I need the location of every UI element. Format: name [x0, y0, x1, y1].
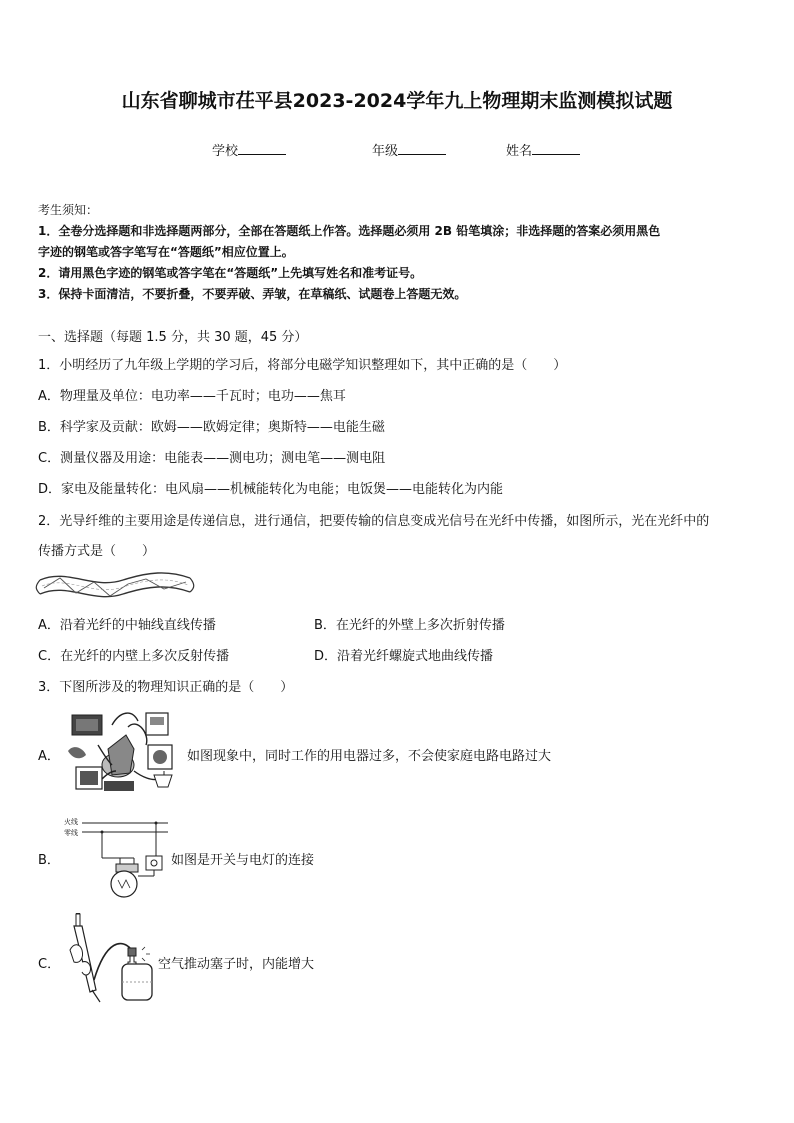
q3-option-a-label: A．	[38, 749, 60, 764]
q3-option-c-text: 空气推动塞子时，内能增大	[158, 957, 315, 972]
q1-option-c: C．测量仪器及用途：电能表——测电功；测电笔——测电阻	[38, 451, 386, 466]
pump-bottle-figure	[66, 910, 162, 1006]
q3-option-b-label: B．	[38, 853, 60, 868]
school-field	[212, 140, 286, 159]
notice-item-2: 2．请用黑色字迹的钢笔或答字笔在“答题纸”上先填写姓名和准考证号。	[38, 266, 423, 280]
name-blank	[532, 141, 580, 155]
school-blank	[238, 141, 286, 155]
page-title: 山东省聊城市茌平县2023-2024学年九上物理期末监测模拟试题	[121, 90, 673, 112]
section-heading: 一、选择题（每题 1.5 分，共 30 题，45 分）	[38, 330, 308, 345]
q3-option-c-label: C．	[38, 957, 61, 972]
q2-option-a: A．沿着光纤的中轴线直线传播	[38, 618, 216, 633]
q2-stem-2: 传播方式是（ ）	[38, 544, 156, 559]
neutral-wire-label: 零线	[64, 829, 78, 837]
name-label: 姓名	[506, 144, 533, 159]
q2-option-b: B．在光纤的外壁上多次折射传播	[314, 618, 505, 633]
q3-option-b-text: 如图是开关与电灯的连接	[171, 853, 315, 868]
grade-field	[372, 140, 446, 159]
notice-item-3: 3．保持卡面清洁，不要折叠，不要弄破、弄皱，在草稿纸、试题卷上答题无效。	[38, 287, 467, 301]
school-label: 学校	[212, 144, 239, 159]
q2-option-d: D．沿着光纤螺旋式地曲线传播	[314, 649, 494, 664]
q1-stem: 1．小明经历了九年级上学期的学习后，将部分电磁学知识整理如下，其中正确的是（ ）	[38, 358, 567, 373]
name-field	[506, 140, 580, 159]
q3-option-a-text: 如图现象中，同时工作的用电器过多，不会使家庭电路电路过大	[187, 749, 552, 764]
optical-fiber-figure	[38, 566, 193, 608]
grade-blank	[398, 141, 446, 155]
overloaded-socket-figure	[68, 705, 183, 800]
q1-option-b: B．科学家及贡献：欧姆——欧姆定律；奥斯特——电能生磁	[38, 420, 385, 435]
q1-option-d: D．家电及能量转化：电风扇——机械能转化为电能；电饭煲——电能转化为内能	[38, 482, 504, 497]
q1-option-a: A．物理量及单位：电功率——千瓦时；电功——焦耳	[38, 389, 346, 404]
q2-stem-1: 2．光导纤维的主要用途是传递信息，进行通信，把要传输的信息变成光信号在光纤中传播，如图所示，光在光纤中的	[38, 514, 710, 529]
switch-lamp-circuit-figure	[80, 818, 170, 898]
q3-stem: 3．下图所涉及的物理知识正确的是（ ）	[38, 680, 294, 695]
notice-item-1a: 1．全卷分选择题和非选择题两部分，全部在答题纸上作答。选择题必须用 2B 铅笔填涂；非选择题的答案必须用黑色	[38, 224, 661, 238]
notice-item-1b: 字迹的钢笔或答字笔写在“答题纸”相应位置上。	[38, 245, 294, 259]
notice-heading: 考生须知：	[38, 203, 99, 217]
q2-option-c: C．在光纤的内壁上多次反射传播	[38, 649, 230, 664]
live-wire-label: 火线	[64, 818, 78, 826]
grade-label: 年级	[372, 144, 399, 159]
